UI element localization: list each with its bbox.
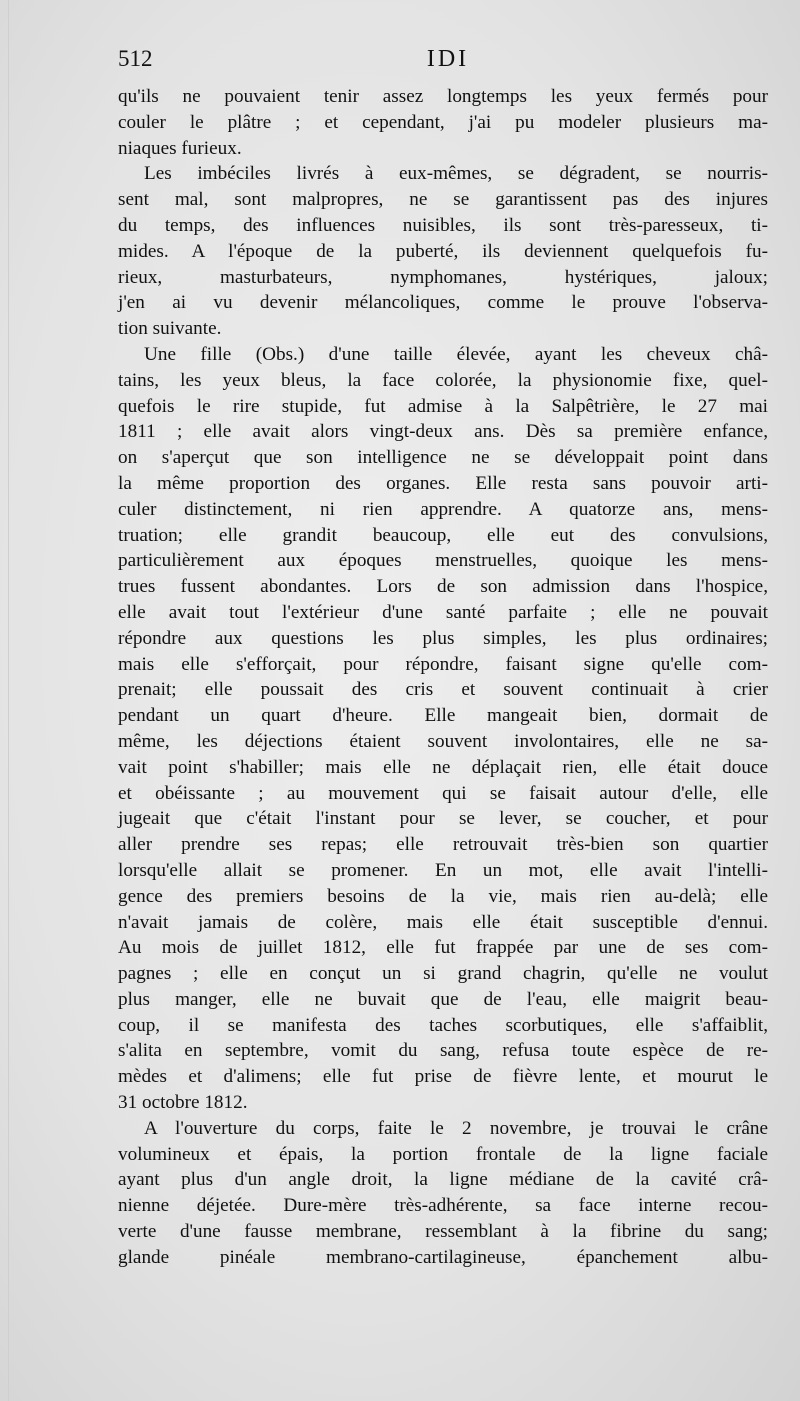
- text-line: coup, il se manifesta des taches scorbutiques, elle s'affaiblit,: [118, 1014, 768, 1036]
- text-line: s'alita en septembre, vomit du sang, refusa toute espèce de re-: [118, 1040, 768, 1062]
- text-line: quefois le rire stupide, fut admise à la Salpêtrière, le 27 mai: [118, 395, 768, 417]
- text-line: niaques furieux.: [118, 137, 242, 159]
- text-line: plus manger, elle ne buvait que de l'eau, elle maigrit beau-: [118, 988, 768, 1010]
- text-line: vait point s'habiller; mais elle ne déplaçait rien, elle était douce: [118, 756, 768, 778]
- text-line: Les imbéciles livrés à eux-mêmes, se dégradent, se nourris-: [144, 163, 768, 185]
- text-line: verte d'une fausse membrane, ressemblant à la fibrine du sang;: [118, 1221, 768, 1243]
- text-line: Une fille (Obs.) d'une taille élevée, ayant les cheveux châ-: [144, 343, 768, 365]
- text-line: qu'ils ne pouvaient tenir assez longtemps les yeux fermés pour: [118, 86, 768, 107]
- text-line: tains, les yeux bleus, la face colorée, la physionomie fixe, quel-: [118, 369, 768, 391]
- page-number: 512: [118, 46, 153, 71]
- text-line: ayant plus d'un angle droit, la ligne médiane de la cavité crâ-: [118, 1169, 768, 1191]
- text-line: même, les déjections étaient souvent involontaires, elle ne sa-: [118, 730, 768, 752]
- text-line: prenait; elle poussait des cris et souvent continuait à crier: [118, 679, 768, 701]
- text-line: on s'aperçut que son intelligence ne se développait point dans: [118, 447, 768, 469]
- text-line: couler le plâtre ; et cependant, j'ai pu modeler plusieurs ma-: [118, 111, 768, 133]
- text-line: mides. A l'époque de la puberté, ils deviennent quelquefois fu-: [118, 240, 768, 262]
- text-line: 1811 ; elle avait alors vingt-deux ans. Dès sa première enfance,: [118, 421, 768, 443]
- text-line: Au mois de juillet 1812, elle fut frappée par une de ses com-: [118, 937, 768, 959]
- text-line: mais elle s'efforçait, pour répondre, faisant signe qu'elle com-: [118, 653, 768, 675]
- text-line: glande pinéale membrano-cartilagineuse, épanchement albu-: [118, 1246, 768, 1268]
- text-line: jugeait que c'était l'instant pour se lever, se coucher, et pour: [118, 808, 768, 830]
- text-line: et obéissante ; au mouvement qui se faisait autour d'elle, elle: [118, 782, 768, 804]
- text-line: A l'ouverture du corps, faite le 2 novembre, je trouvai le crâne: [144, 1117, 768, 1139]
- text-line: la même proportion des organes. Elle resta sans pouvoir arti-: [118, 472, 768, 494]
- text-line: répondre aux questions les plus simples, les plus ordinaires;: [118, 627, 768, 649]
- text-line: tion suivante.: [118, 318, 222, 340]
- text-line: pendant un quart d'heure. Elle mangeait bien, dormait de: [118, 705, 768, 727]
- page-header: [118, 46, 768, 82]
- text-line: j'en ai vu devenir mélancoliques, comme le prouve l'observa-: [118, 292, 768, 314]
- text-line: gence des premiers besoins de la vie, mais rien au-delà; elle: [118, 885, 768, 907]
- text-line: truation; elle grandit beaucoup, elle eut des convulsions,: [118, 524, 768, 546]
- text-line: trues fussent abondantes. Lors de son admission dans l'hospice,: [118, 576, 768, 598]
- text-line: pagnes ; elle en conçut un si grand chagrin, qu'elle ne voulut: [118, 963, 768, 985]
- text-line: mèdes et d'alimens; elle fut prise de fièvre lente, et mourut le: [118, 1066, 768, 1088]
- text-line: lorsqu'elle allait se promener. En un mot, elle avait l'intelli-: [118, 859, 768, 881]
- text-line: elle avait tout l'extérieur d'une santé parfaite ; elle ne pouvait: [118, 601, 768, 623]
- text-line: aller prendre ses repas; elle retrouvait très-bien son quartier: [118, 834, 768, 856]
- text-line: nienne déjetée. Dure-mère très-adhérente, sa face interne recou-: [118, 1195, 768, 1217]
- text-line: 31 octobre 1812.: [118, 1092, 248, 1114]
- text-line: sent mal, sont malpropres, ne se garantissent pas des injures: [118, 189, 768, 211]
- text-line: particulièrement aux époques menstruelles, quoique les mens-: [118, 550, 768, 572]
- text-line: du temps, des influences nuisibles, ils sont très-paresseux, ti-: [118, 214, 768, 236]
- text-line: volumineux et épais, la portion frontale de la ligne faciale: [118, 1143, 768, 1165]
- body-text: [118, 84, 768, 1271]
- page-gutter-edge: [8, 0, 9, 1401]
- text-line: rieux, masturbateurs, nymphomanes, hystériques, jaloux;: [118, 266, 768, 288]
- text-line: culer distinctement, ni rien apprendre. A quatorze ans, mens-: [118, 498, 768, 520]
- running-head: IDI: [426, 46, 470, 72]
- text-line: n'avait jamais de colère, mais elle était susceptible d'ennui.: [118, 911, 768, 933]
